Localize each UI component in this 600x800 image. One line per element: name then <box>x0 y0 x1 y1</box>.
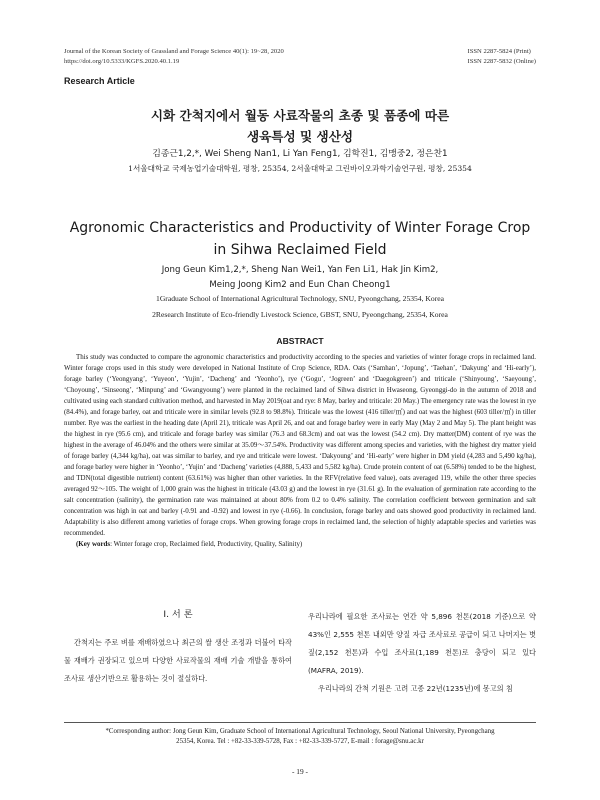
intro-paragraph-1: 간척지는 주로 벼를 재배하였으나 최근의 쌀 생산 조정과 더불어 타작물 재배가 권장되고 있으며 다양한 사료작물의 재배 기술 개발을 통하여 조사료 생산기반으로 활용하는 것이 절실하다. <box>64 638 292 683</box>
english-authors <box>64 263 536 293</box>
english-affiliation-2: 2Research Institute of Eco-friendly Livestock Science, GBST, SNU, Pyeongchang, 25354, Korea <box>152 310 448 319</box>
page-number: - 19 - <box>291 767 308 776</box>
keywords-label: (Key words <box>76 540 111 548</box>
corresponding-author-footnote <box>64 727 536 747</box>
section-heading-intro: Ⅰ. 서 론 <box>163 609 193 620</box>
issn-block <box>468 47 537 67</box>
intro-paragraph-2: 우리나라에 필요한 조사료는 연간 약 5,896 천톤(2018 기준)으로 약 43%인 2,555 천톤 내외만 양질 자급 조사료로 공급이 되고 나머지는 볏짚(2,152 천톤)과 수입 조사료(1,189 천톤)로 충당이 되고 있다(MAFRA, 2019). <box>308 612 536 675</box>
korean-title-line1: 시화 간척지에서 월동 사료작물의 초종 및 품종에 따른 <box>150 108 450 123</box>
footnote-line2: 25354, Korea. Tel : +82-33-339-5728, Fax : +82-33-339-5727, E-mail : forage@snu.ac.kr <box>176 738 424 745</box>
korean-affiliations: 1서울대학교 국제농업기술대학원, 평창, 25354, 2서울대학교 그린바이오과학기술연구원, 평창, 25354 <box>128 164 472 173</box>
abstract-body: This study was conducted to compare the agronomic characteristics and productivity according to the species and varieties of winter forage crops in reclaimed land. Winter forage crops used in this study were developed in National Institute of Crop Science, RDA. Oats (‘Samhan’, ‘Jopung’, ‘Taehan’, ‘Dakyung’ and ‘Hi-early’), forage barley (‘Yeongyang’, ‘Yuyeon’, ‘Yujin’, ‘Dacheng’ and ‘Yeonho’), rye (‘Gogu’, ‘Jogreen’ and ‘Daegokgreen’) and triticale (‘Shinyoung’, ‘Saeyoung’, ‘Choyoung’, ‘Sinseong’, ‘Minpung’ and ‘Gwangyoung’) were planted in the reclaimed land of Sihwa district in Hwaseong, Gyeonggi-do in the autumn of 2018 and cultivated using each standard cultivation method, and harvested in May 2019(oat and rye: 8 May, barley and triticale: 20 May.) The emergency rate was the lowest in rye (84.4%), and forage barley, oat and triticale were in similar levels (92.8 to 98.8%). Triticale was the lowest (416 tiller/㎡) and oat was the highest (603 tiller/㎡) in tiller number. Rye was the earliest in the heading date (April 21), triticale was April 26, and oat and forage barley were in early May (May 2 and May 5). The plant height was the highest in rye (95.6 cm), and triticale and forage barley was similar (76.3 and 68.3cm) and oat was the lowest (54.2 cm). Dry matter(DM) content of rye was the highest in the average of 46.04% and the others were similar at 35.09～37.54%. Productivity was different among species and varieties, with the highest dry matter yield of forage barley (4,344 kg/ha), oat was similar to barley, and rye and triticale were lowest. ‘Dakyoung’ and ‘Hi-early’ were higher in DM yield (4,283 and 5,490 kg/ha), and forage barley were higher in ‘Yeonho’, ‘Yujin’ and ‘Dacheng’ varieties (4,888, 5,433 and 5,582 kg/ha). Crude protein content of oat (6.58%) tended to be the highest, and TDN(total digestible nutrient) content (63.61%) was higher than other varieties. In the RFV(relative feed value), oats averaged 119, while the other three species averaged 92～105. The weight of 1,000 grain was the highest in triticale (43.03 g) and the lowest in rye (31.61 g). In the evaluation of germination rate according to the salt concentration (salinity), the germination rate was maintained at about 80% from 0.2 to 0.4% salinity. The correlation coefficient between germination and salt concentration was high in oat and barley (-0.91 and -0.92) and lowest in rye (-0.66). In conclusion, forage barley and oats showed good productivity in reclaimed land. Adaptability is also different among varieties of forage crops. When growing forage crops in reclaimed land, the selection of highly adaptable species and varieties was recommended. <box>64 353 536 537</box>
korean-title <box>64 105 536 147</box>
english-authors-line2: Meing Joong Kim2 and Eun Chan Cheong1 <box>209 280 391 290</box>
journal-header <box>64 47 284 67</box>
english-affiliation-1: 1Graduate School of International Agricultural Technology, SNU, Pyeongchang, 25354, Korea <box>156 294 444 303</box>
article-type: Research Article <box>64 76 135 86</box>
keywords <box>64 539 536 550</box>
intro-paragraph-3: 우리나라의 간척 기원은 고려 고종 22년(1235년)에 몽고의 침 <box>318 684 513 693</box>
footnote-divider <box>64 722 536 723</box>
journal-citation: Journal of the Korean Society of Grassland and Forage Science 40(1): 19~28, 2020 <box>64 48 284 55</box>
english-title-line1: Agronomic Characteristics and Productivity of Winter Forage Crop <box>69 220 531 236</box>
korean-title-line2: 생육특성 및 생산성 <box>246 129 354 144</box>
abstract-heading: ABSTRACT <box>276 336 324 346</box>
keywords-list: : Winter forage crop, Reclaimed field, Productivity, Quality, Salinity) <box>110 540 303 548</box>
issn-print: ISSN 2287-5824 (Print) <box>467 48 531 55</box>
english-title-line2: in Sihwa Reclaimed Field <box>213 242 387 258</box>
korean-authors: 김종근1,2,*, Wei Sheng Nan1, Li Yan Feng1, 김학진1, 김맹중2, 정은찬1 <box>152 149 448 159</box>
doi-link[interactable]: https://doi.org/10.5333/KGFS.2020.40.1.19 <box>64 58 180 65</box>
intro-right-column <box>308 608 536 698</box>
english-title <box>64 217 536 261</box>
english-affiliations <box>64 291 536 323</box>
issn-online: ISSN 2287-5832 (Online) <box>467 58 536 65</box>
abstract <box>64 352 536 550</box>
english-authors-line1: Jong Geun Kim1,2,*, Sheng Nan Wei1, Yan Fen Li1, Hak Jin Kim2, <box>161 265 439 275</box>
intro-left-column <box>64 608 292 688</box>
footnote-line1: *Corresponding author: Jong Geun Kim, Graduate School of International Agricultural Technology, Seoul National University, Pyeongchang <box>105 728 495 735</box>
